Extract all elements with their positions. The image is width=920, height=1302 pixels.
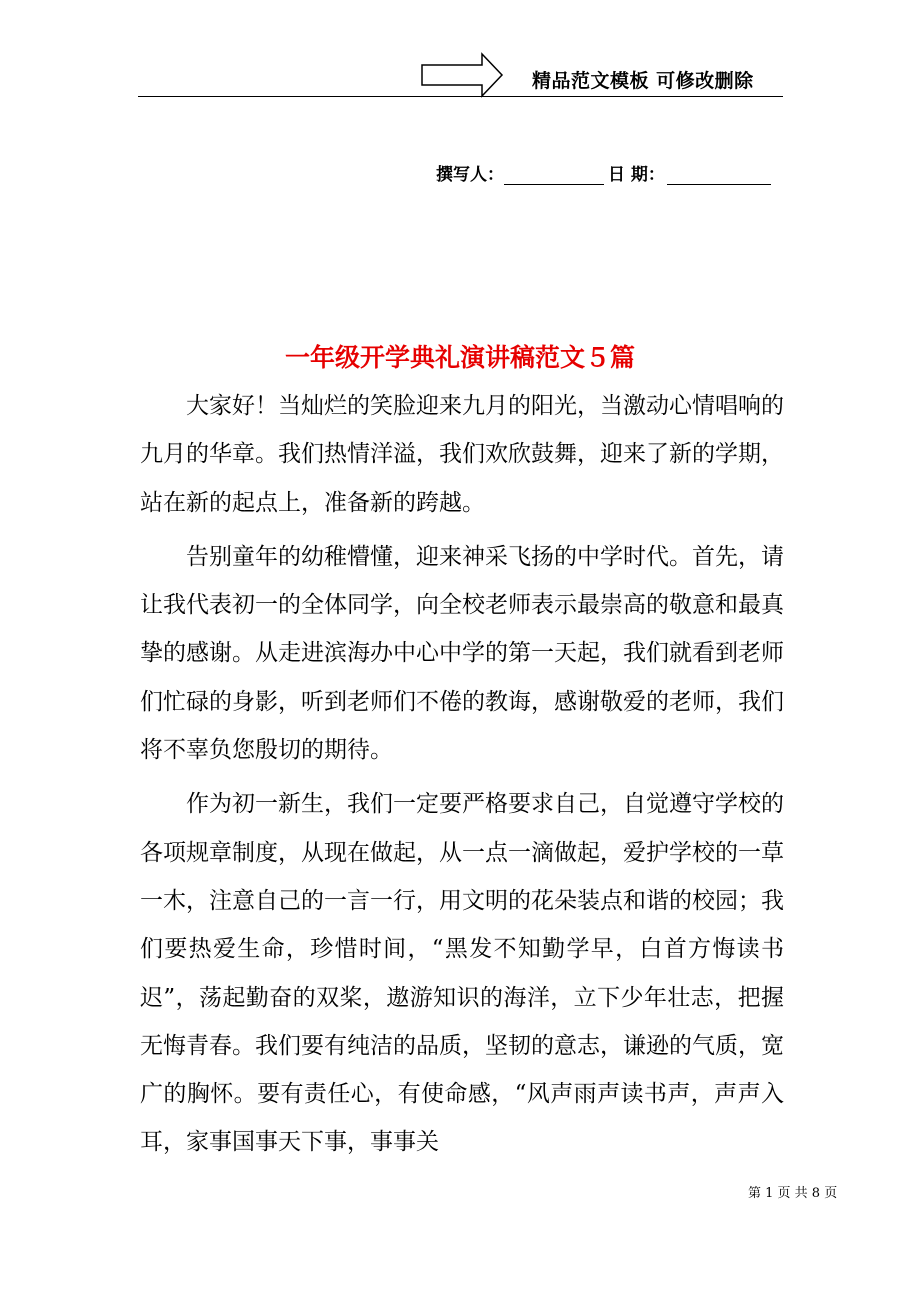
- author-blank: [504, 166, 604, 185]
- date-blank: [667, 166, 771, 185]
- page-number: 第 1 页 共 8 页: [748, 1186, 838, 1201]
- author-date-line: [436, 160, 771, 185]
- date-label: 日 期：: [608, 165, 665, 185]
- document-body: [140, 382, 784, 1173]
- arrow-icon: [420, 52, 504, 98]
- paragraph: 大家好！当灿烂的笑脸迎来九月的阳光，当激动心情唱响的九月的华章。我们热情洋溢，我们欢欣鼓舞，迎来了新的学期，站在新的起点上，准备新的跨越。: [140, 393, 784, 516]
- header-label: 精品范文模板 可修改删除: [532, 70, 754, 92]
- paragraph: 作为初一新生，我们一定要严格要求自己，自觉遵守学校的各项规章制度，从现在做起，从一点一滴做起，爱护学校的一草一木，注意自己的一言一行，用文明的花朵装点和谐的校园；我们要热爱生命，珍惜时间，“黑发不知勤学早，白首方悔读书迟”，荡起勤奋的双桨，遨游知识的海洋，立下少年壮志，把握无悔青春。我们要有纯洁的品质，坚韧的意志，谦逊的气质，宽广的胸怀。要有责任心，有使命感，“风声雨声读书声，声声入耳，家事国事天下事，事事关: [140, 791, 784, 1156]
- paragraph: 告别童年的幼稚懵懂，迎来神采飞扬的中学时代。首先，请让我代表初一的全体同学，向全校老师表示最崇高的敬意和最真挚的感谢。从走进滨海办中心中学的第一天起，我们就看到老师们忙碌的身影，听到老师们不倦的教诲，感谢敬爱的老师，我们将不辜负您殷切的期待。: [140, 543, 784, 764]
- document-title: 一年级开学典礼演讲稿范文５篇: [284, 343, 635, 372]
- header-rule: [138, 96, 783, 97]
- author-label: 撰写人：: [436, 165, 504, 185]
